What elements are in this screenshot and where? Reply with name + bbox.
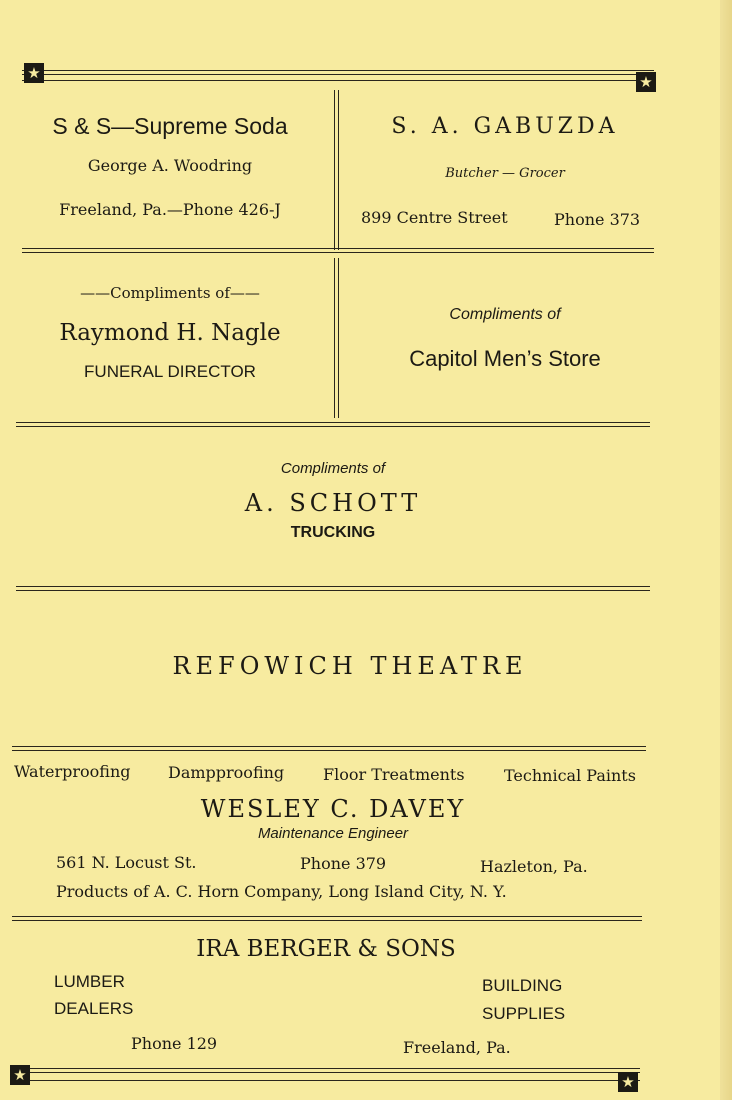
column-divider — [334, 90, 339, 250]
bottom-border-line-2 — [10, 1080, 640, 1081]
schott-trade: TRUCKING — [290, 524, 376, 541]
capitol-compliments: Compliments of — [449, 306, 561, 323]
davey-ad — [0, 794, 666, 844]
star-icon: ★ — [636, 72, 656, 92]
refowich-name: REFOWICH THEATRE — [172, 652, 528, 680]
supreme-soda-contact: Freeland, Pa.—Phone 426-J — [59, 200, 281, 219]
gabuzda-trade: Butcher — Grocer — [445, 166, 565, 181]
nagle-trade: FUNERAL DIRECTOR — [84, 362, 256, 381]
gabuzda-phone: Phone 373 — [554, 210, 641, 229]
capitol-name: Capitol Men’s Store — [409, 346, 601, 371]
davey-service: Waterproofing — [14, 762, 131, 781]
gabuzda-address: 899 Centre Street — [361, 208, 508, 227]
nagle-name: Raymond H. Nagle — [59, 320, 281, 346]
row-divider — [22, 248, 654, 253]
davey-phone: Phone 379 — [300, 854, 387, 873]
berger-left-line2: DEALERS — [54, 999, 134, 1018]
top-border-line-2 — [22, 80, 654, 81]
berger-right-line1: BUILDING — [482, 976, 563, 995]
nagle-compliments: ——Compliments of—— — [80, 284, 260, 302]
row-divider — [16, 422, 650, 427]
bottom-border-line — [10, 1068, 640, 1073]
capitol-ad — [345, 304, 665, 376]
row-divider — [12, 746, 646, 751]
davey-address: 561 N. Locust St. — [56, 853, 197, 872]
davey-city: Hazleton, Pa. — [480, 857, 588, 876]
page-edge — [720, 0, 732, 1100]
top-border-line — [22, 70, 654, 75]
berger-right-line2: SUPPLIES — [482, 1004, 566, 1023]
supreme-soda-ad — [15, 108, 325, 222]
davey-name: WESLEY C. DAVEY — [200, 795, 466, 823]
star-icon: ★ — [618, 1072, 638, 1092]
davey-products: Products of A. C. Horn Company, Long Island City, N. Y. — [56, 882, 507, 901]
column-divider — [334, 258, 339, 418]
davey-service: Technical Paints — [504, 766, 636, 785]
gabuzda-ad — [345, 110, 665, 184]
davey-title: Maintenance Engineer — [257, 825, 409, 842]
davey-service: Dampproofing — [168, 763, 285, 782]
row-divider — [12, 916, 642, 921]
schott-name: A. SCHOTT — [244, 489, 422, 517]
gabuzda-name: S. A. GABUZDA — [391, 114, 619, 139]
star-icon: ★ — [10, 1065, 30, 1085]
berger-name: IRA BERGER & SONS — [196, 936, 456, 962]
star-icon: ★ — [24, 63, 44, 83]
row-divider — [16, 586, 650, 591]
berger-city: Freeland, Pa. — [403, 1038, 511, 1057]
davey-service: Floor Treatments — [323, 765, 465, 784]
schott-compliments: Compliments of — [280, 460, 386, 477]
supreme-soda-name: S & S—Supreme Soda — [52, 113, 288, 139]
supreme-soda-owner: George A. Woodring — [87, 156, 253, 175]
berger-phone: Phone 129 — [131, 1034, 218, 1053]
nagle-ad — [15, 282, 325, 384]
schott-ad — [0, 458, 666, 544]
berger-left-line1: LUMBER — [54, 972, 125, 991]
